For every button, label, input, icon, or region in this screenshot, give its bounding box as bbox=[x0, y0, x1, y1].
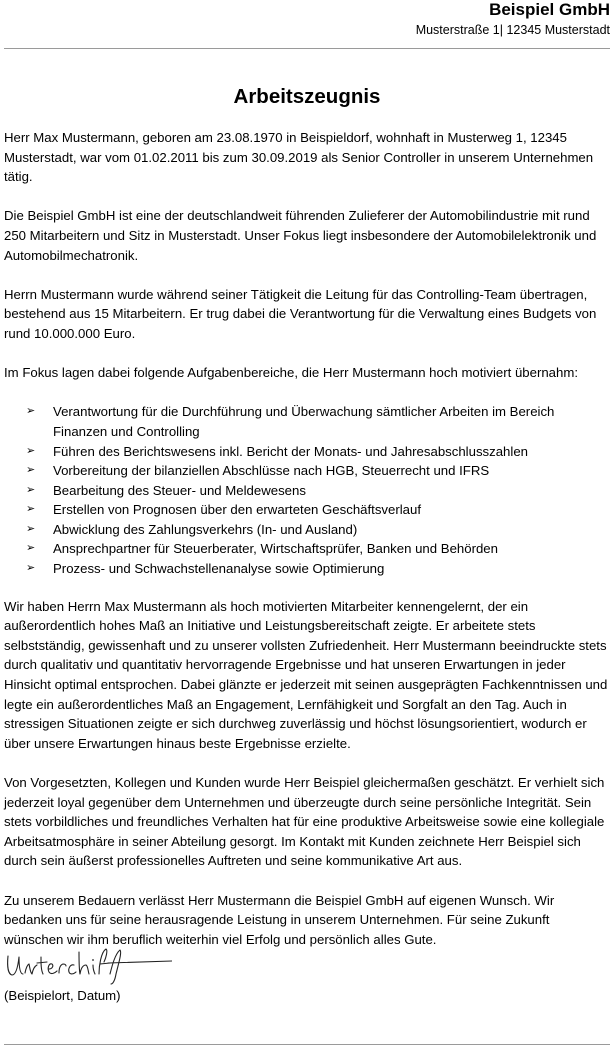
header-divider bbox=[4, 48, 610, 49]
list-item bbox=[26, 442, 610, 462]
paragraph-responsibility: Herrn Mustermann wurde während seiner Tätigkeit die Leitung für das Controlling-Team übertragen, bestehend aus 15 Mitarbeitern. Er trug dabei die Verantwortung für die Verwaltung eines Budgets von rund 10.000.000 Euro. bbox=[4, 286, 597, 341]
list-item bbox=[26, 402, 610, 441]
list-item-text: Ansprechpartner für Steuerberater, Wirtschaftsprüfer, Banken und Behörden bbox=[53, 541, 498, 557]
list-item bbox=[26, 539, 610, 559]
company-address: Musterstraße 1| 12345 Musterstadt bbox=[415, 23, 610, 37]
list-item-text: Führen des Berichtswesens inkl. Bericht der Monats- und Jahresabschlusszahlen bbox=[53, 443, 528, 459]
arrow-bullet-icon: ➢ bbox=[26, 522, 36, 535]
list-item-text: Bearbeitung des Steuer- und Meldewesens bbox=[53, 482, 306, 498]
letterhead bbox=[416, 0, 610, 39]
arrow-bullet-icon: ➢ bbox=[26, 464, 36, 477]
paragraph-performance-evaluation: Wir haben Herrn Max Mustermann als hoch motivierten Mitarbeiter kennengelernt, der ein außerordentlich hohes Maß an Initiative und Leistungsbereitschaft zeigte. Er arbeitete stets selbstständig, gewissenhaft und zu unserer vollsten Zufriedenheit. Herr Mustermann beeindruckte stets durch qualitativ und quantitativ hervorragende Ergebnisse und hat unseren Erwartungen in jeder Hinsicht optimal entsprochen. Dabei glänzte er jederzeit mit seinen ausgeprägten Fachkenntnissen und legte ein außerordentliches Maß an Engagement, Lernfähigkeit und Sorgfalt an den Tag. Auch in stressigen Situationen zeigte er sich durchweg zuverlässig und höchst lösungsorientiert, wodurch er über unsere Erwartungen hinaus beste Ergebnisse erzielte. bbox=[4, 598, 608, 751]
list-item-text: Verantwortung für die Durchführung und Überwachung sämtlicher Arbeiten im Bereich Finanzen und Controlling bbox=[53, 404, 555, 439]
list-item bbox=[26, 559, 610, 579]
list-item-text: Abwicklung des Zahlungsverkehrs (In- und Ausland) bbox=[53, 521, 358, 537]
arrow-bullet-icon: ➢ bbox=[26, 483, 36, 496]
list-item-text: Vorbereitung der bilanziellen Abschlüsse nach HGB, Steuerrecht und IFRS bbox=[53, 463, 490, 479]
paragraph-tasks-intro: Im Fokus lagen dabei folgende Aufgabenbereiche, die Herr Mustermann hoch motiviert übernahm: bbox=[4, 365, 578, 381]
arrow-bullet-icon: ➢ bbox=[26, 542, 36, 555]
list-item-text: Prozess- und Schwachstellenanalyse sowie Optimierung bbox=[53, 561, 385, 577]
arrow-bullet-icon: ➢ bbox=[26, 503, 36, 516]
arrow-bullet-icon: ➢ bbox=[26, 405, 36, 418]
document-body bbox=[4, 128, 610, 969]
paragraph-personal-data: Herr Max Mustermann, geboren am 23.08.1970 in Beispieldorf, wohnhaft in Musterweg 1, 12345 Musterstadt, war vom 01.02.2011 bis zum 30.09.2019 als Senior Controller in unserem Unternehmen tätig. bbox=[4, 130, 594, 185]
paragraph-company-description: Die Beispiel GmbH ist eine der deutschlandweit führenden Zulieferer der Automobilindustrie mit rund 250 Mitarbeitern und Sitz in Musterstadt. Unser Fokus liegt insbesondere der Automobilelektronik und Automobilmechatronik. bbox=[4, 208, 597, 263]
arrow-bullet-icon: ➢ bbox=[26, 562, 36, 575]
task-list bbox=[4, 402, 610, 578]
signature-image bbox=[2, 944, 172, 986]
paragraph-conduct-evaluation: Von Vorgesetzten, Kollegen und Kunden wurde Herr Beispiel gleichermaßen geschätzt. Er verhielt sich jederzeit loyal gegenüber dem Unternehmen und überzeugte durch seine persönliche Integrität. Sein stets vorbildliches und freundliches Verhalten hat für eine produktive Arbeitsweise sowie eine kollegiale Arbeitsatmosphäre in seiner Abteilung gesorgt. Im Kontakt mit Kunden zeichnete Herr Beispiel sich durch sein äußerst professionelles Auftreten und seine kommunikative Art aus. bbox=[4, 775, 605, 869]
list-item bbox=[26, 461, 610, 481]
paragraph-closing: Zu unserem Bedauern verlässt Herr Mustermann die Beispiel GmbH auf eigenen Wunsch. Wir bedanken uns für seine herausragende Leistung in unserem Unternehmen. Für seine Zukunft wünschen wir ihm beruflich weiterhin viel Erfolg und persönlich alles Gute. bbox=[4, 892, 555, 947]
list-item bbox=[26, 481, 610, 501]
footer-divider bbox=[4, 1044, 610, 1045]
document-title: Arbeitszeugnis bbox=[233, 85, 381, 108]
place-and-date: (Beispielort, Datum) bbox=[4, 988, 121, 1003]
list-item bbox=[26, 500, 610, 520]
arrow-bullet-icon: ➢ bbox=[26, 444, 36, 457]
list-item bbox=[26, 520, 610, 540]
company-name: Beispiel GmbH bbox=[489, 0, 610, 19]
handwritten-signature bbox=[2, 944, 172, 986]
list-item-text: Erstellen von Prognosen über den erwarteten Geschäftsverlauf bbox=[53, 502, 421, 518]
